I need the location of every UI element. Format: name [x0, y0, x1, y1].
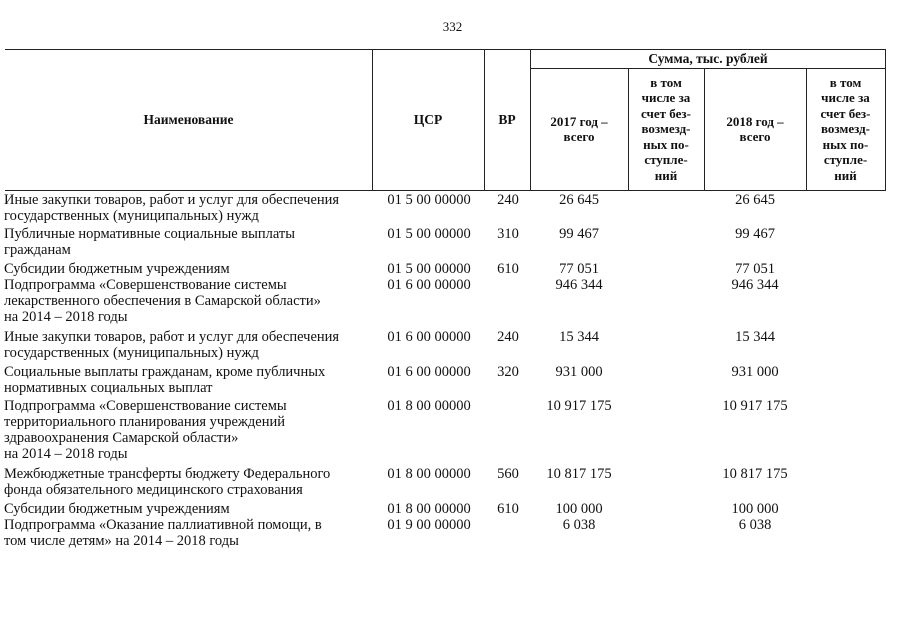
row-csr: 01 5 00 00000 [387, 192, 471, 208]
header-bottom-rule [5, 190, 886, 191]
row-name: Публичные нормативные социальные выплаты гражданам [4, 226, 295, 258]
row-sum-2017: 15 344 [559, 329, 599, 345]
row-sum-2017: 6 038 [562, 517, 596, 533]
row-csr: 01 6 00 00000 [387, 364, 471, 380]
row-sum-2018: 931 000 [731, 364, 779, 380]
row-sum-2018: 946 344 [731, 277, 779, 293]
header-name: Наименование [143, 111, 234, 127]
row-sum-2018: 10 817 175 [722, 466, 788, 482]
row-name: Субсидии бюджетным учреждениям [4, 501, 230, 517]
row-csr: 01 8 00 00000 [387, 398, 471, 414]
row-sum-2017: 99 467 [559, 226, 599, 242]
row-sum-2018: 100 000 [731, 501, 779, 517]
row-vr: 320 [497, 364, 519, 380]
row-sum-2018: 15 344 [735, 329, 775, 345]
row-vr: 610 [497, 261, 519, 277]
row-name: Субсидии бюджетным учреждениям [4, 261, 230, 277]
row-csr: 01 6 00 00000 [387, 329, 471, 345]
header-2018-free: в том числе за счет без- возмезд- ных по- ступле- ний [820, 74, 871, 183]
header-vr: ВР [498, 111, 516, 127]
row-sum-2017: 946 344 [555, 277, 603, 293]
row-name: Подпрограмма «Совершенствование системы территориального планирования учреждений здравоохранения Самарской области» на 2014 – 2018 годы [4, 398, 287, 462]
row-vr: 610 [497, 501, 519, 517]
row-sum-2017: 10 817 175 [546, 466, 612, 482]
row-sum-2017: 10 917 175 [546, 398, 612, 414]
row-csr: 01 8 00 00000 [387, 501, 471, 517]
header-csr: ЦСР [413, 111, 443, 127]
row-sum-2017: 931 000 [555, 364, 603, 380]
row-csr: 01 8 00 00000 [387, 466, 471, 482]
row-name: Подпрограмма «Оказание паллиативной помощи, в том числе детям» на 2014 – 2018 годы [4, 517, 322, 549]
row-name: Социальные выплаты гражданам, кроме публичных нормативных социальных выплат [4, 364, 326, 396]
page-number: 332 [442, 19, 463, 34]
row-sum-2017: 77 051 [559, 261, 599, 277]
row-name: Иные закупки товаров, работ и услуг для обеспечения государственных (муниципальных) нужд [4, 329, 340, 361]
col-divider-right [885, 49, 886, 190]
row-name: Подпрограмма «Совершенствование системы лекарственного обеспечения в Самарской области» на 2014 – 2018 годы [4, 277, 321, 325]
row-sum-2018: 99 467 [735, 226, 775, 242]
row-name: Иные закупки товаров, работ и услуг для обеспечения государственных (муниципальных) нужд [4, 192, 340, 224]
row-sum-2017: 100 000 [555, 501, 603, 517]
row-csr: 01 9 00 00000 [387, 517, 471, 533]
header-2017-total: 2017 год – всего [550, 113, 608, 144]
row-vr: 310 [497, 226, 519, 242]
row-sum-2017: 26 645 [559, 192, 599, 208]
row-sum-2018: 77 051 [735, 261, 775, 277]
header-sum-group: Сумма, тыс. рублей [648, 50, 768, 66]
row-vr: 240 [497, 192, 519, 208]
row-csr: 01 5 00 00000 [387, 261, 471, 277]
row-vr: 560 [497, 466, 519, 482]
row-sum-2018: 6 038 [738, 517, 772, 533]
row-sum-2018: 26 645 [735, 192, 775, 208]
row-name: Межбюджетные трансферты бюджету Федерального фонда обязательного медицинского страхования [4, 466, 331, 498]
header-2017-free: в том числе за счет без- возмезд- ных по- ступле- ний [641, 74, 691, 183]
row-vr: 240 [497, 329, 519, 345]
row-sum-2018: 10 917 175 [722, 398, 788, 414]
table-header [5, 49, 886, 190]
header-2018-total: 2018 год – всего [726, 113, 784, 144]
row-csr: 01 6 00 00000 [387, 277, 471, 293]
row-csr: 01 5 00 00000 [387, 226, 471, 242]
